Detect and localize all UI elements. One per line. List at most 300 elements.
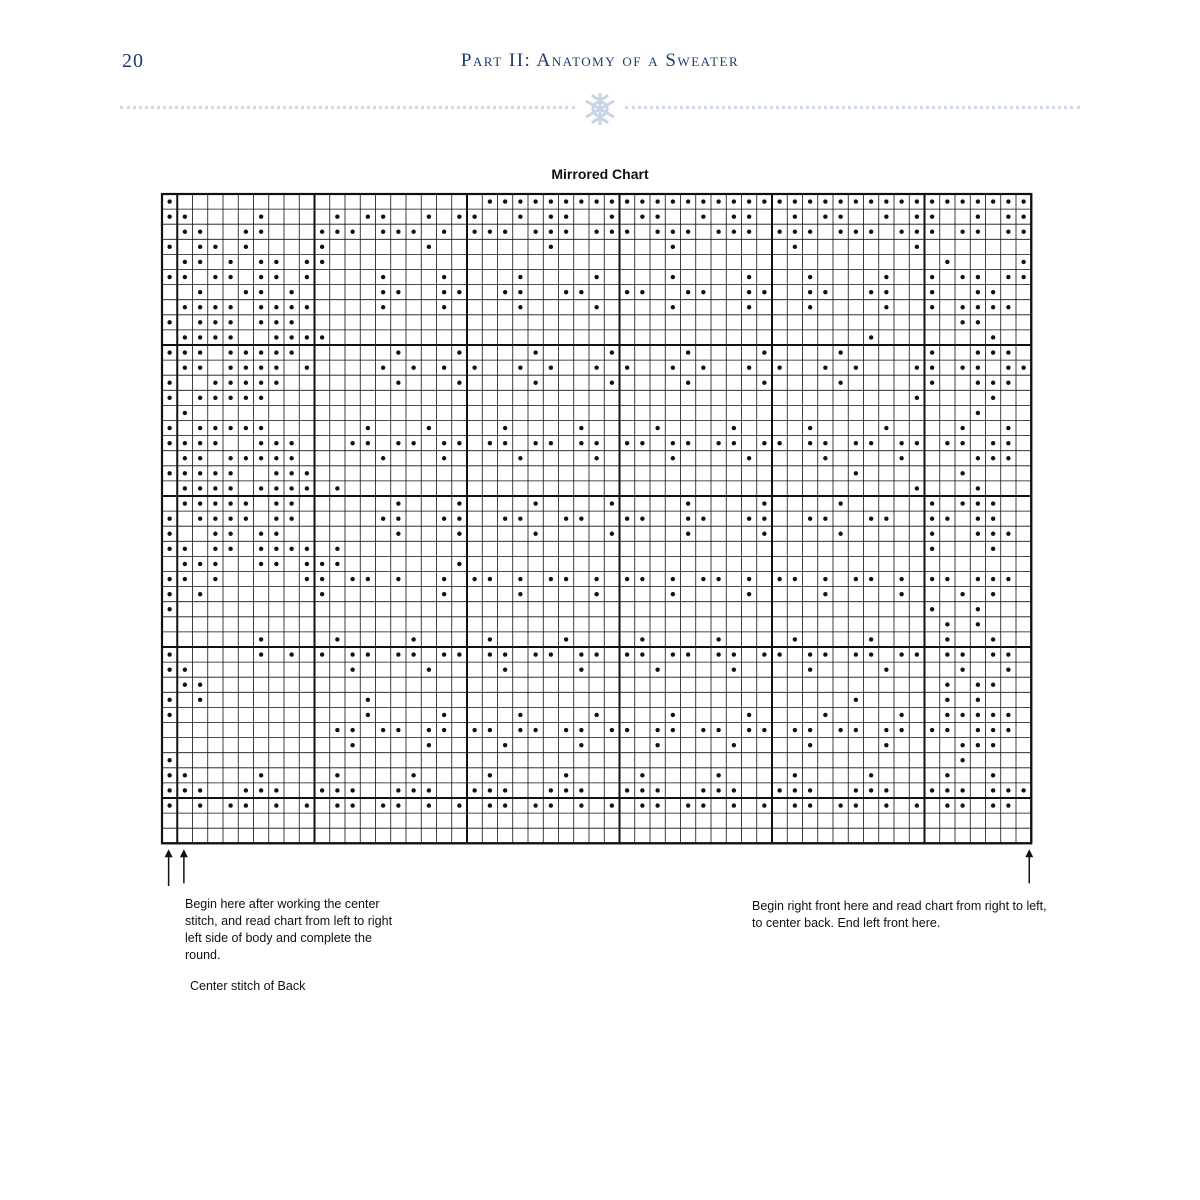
stitch-dot <box>991 456 995 460</box>
stitch-dot <box>411 652 415 656</box>
stitch-dot <box>259 365 263 369</box>
stitch-dot <box>777 199 781 203</box>
stitch-dot <box>640 214 644 218</box>
stitch-dot <box>289 456 293 460</box>
stitch-dot <box>320 788 324 792</box>
chart-title: Mirrored Chart <box>551 166 649 182</box>
stitch-dot <box>198 335 202 339</box>
stitch-dot <box>793 773 797 777</box>
stitch-dot <box>533 728 537 732</box>
stitch-dot <box>945 516 949 520</box>
stitch-dot <box>503 788 507 792</box>
stitch-dot <box>549 577 553 581</box>
stitch-dot <box>655 788 659 792</box>
stitch-dot <box>167 698 171 702</box>
stitch-dot <box>167 788 171 792</box>
stitch-dot <box>960 743 964 747</box>
stitch-dot <box>244 396 248 400</box>
stitch-dot <box>381 365 385 369</box>
stitch-dot <box>747 713 751 717</box>
stitch-dot <box>869 335 873 339</box>
stitch-dot <box>350 743 354 747</box>
stitch-dot <box>671 592 675 596</box>
stitch-dot <box>457 532 461 536</box>
stitch-dot <box>610 214 614 218</box>
stitch-dot <box>396 652 400 656</box>
stitch-dot <box>640 652 644 656</box>
stitch-dot <box>564 214 568 218</box>
stitch-dot <box>960 803 964 807</box>
stitch-dot <box>716 577 720 581</box>
stitch-dot <box>854 652 858 656</box>
stitch-dot <box>289 501 293 505</box>
stitch-dot <box>549 214 553 218</box>
stitch-dot <box>274 803 278 807</box>
stitch-dot <box>884 290 888 294</box>
stitch-dot <box>427 788 431 792</box>
stitch-dot <box>899 230 903 234</box>
stitch-dot <box>274 501 278 505</box>
stitch-dot <box>945 260 949 264</box>
stitch-dot <box>655 743 659 747</box>
stitch-dot <box>350 230 354 234</box>
stitch-dot <box>183 411 187 415</box>
stitch-dot <box>884 275 888 279</box>
stitch-dot <box>564 773 568 777</box>
stitch-dot <box>320 230 324 234</box>
stitch-dot <box>350 803 354 807</box>
stitch-dot <box>640 803 644 807</box>
stitch-dot <box>274 547 278 551</box>
stitch-dot <box>503 667 507 671</box>
stitch-dot <box>960 230 964 234</box>
stitch-dot <box>960 199 964 203</box>
stitch-dot <box>579 803 583 807</box>
stitch-dot <box>320 335 324 339</box>
stitch-dot <box>1006 305 1010 309</box>
stitch-dot <box>259 547 263 551</box>
stitch-dot <box>488 230 492 234</box>
stitch-dot <box>655 667 659 671</box>
stitch-dot <box>335 637 339 641</box>
stitch-dot <box>976 516 980 520</box>
stitch-dot <box>472 230 476 234</box>
stitch-dot <box>259 230 263 234</box>
stitch-dot <box>442 275 446 279</box>
stitch-dot <box>976 199 980 203</box>
stitch-dot <box>518 516 522 520</box>
stitch-dot <box>366 577 370 581</box>
stitch-dot <box>366 698 370 702</box>
stitch-dot <box>244 456 248 460</box>
stitch-dot <box>976 214 980 218</box>
stitch-dot <box>808 667 812 671</box>
stitch-dot <box>747 305 751 309</box>
stitch-dot <box>915 803 919 807</box>
stitch-dot <box>1006 214 1010 218</box>
stitch-dot <box>655 230 659 234</box>
stitch-dot <box>808 441 812 445</box>
stitch-dot <box>167 245 171 249</box>
stitch-dot <box>686 516 690 520</box>
stitch-dot <box>274 471 278 475</box>
stitch-dot <box>991 290 995 294</box>
stitch-dot <box>976 456 980 460</box>
stitch-dot <box>625 365 629 369</box>
stitch-dot <box>366 426 370 430</box>
stitch-dot <box>228 532 232 536</box>
stitch-dot <box>838 350 842 354</box>
stitch-dot <box>305 803 309 807</box>
stitch-dot <box>183 471 187 475</box>
stitch-dot <box>213 501 217 505</box>
stitch-dot <box>976 350 980 354</box>
stitch-dot <box>533 350 537 354</box>
stitch-dot <box>488 577 492 581</box>
stitch-dot <box>716 441 720 445</box>
stitch-dot <box>381 214 385 218</box>
stitch-dot <box>991 713 995 717</box>
stitch-dot <box>930 275 934 279</box>
stitch-dot <box>213 486 217 490</box>
stitch-dot <box>457 214 461 218</box>
stitch-dot <box>228 335 232 339</box>
stitch-dot <box>610 728 614 732</box>
stitch-dot <box>183 365 187 369</box>
stitch-dot <box>686 652 690 656</box>
stitch-dot <box>762 652 766 656</box>
stitch-dot <box>259 456 263 460</box>
stitch-dot <box>976 290 980 294</box>
stitch-dot <box>686 350 690 354</box>
stitch-dot <box>228 426 232 430</box>
stitch-dot <box>289 471 293 475</box>
stitch-dot <box>915 486 919 490</box>
stitch-dot <box>1006 713 1010 717</box>
stitch-dot <box>579 743 583 747</box>
stitch-dot <box>1006 788 1010 792</box>
stitch-dot <box>1006 350 1010 354</box>
stitch-dot <box>854 199 858 203</box>
stitch-dot <box>305 365 309 369</box>
stitch-dot <box>396 788 400 792</box>
stitch-dot <box>183 788 187 792</box>
stitch-dot <box>930 547 934 551</box>
stitch-dot <box>457 501 461 505</box>
stitch-dot <box>655 803 659 807</box>
stitch-dot <box>610 199 614 203</box>
stitch-dot <box>976 305 980 309</box>
stitch-dot <box>762 516 766 520</box>
stitch-dot <box>564 199 568 203</box>
stitch-dot <box>259 773 263 777</box>
stitch-dot <box>823 577 827 581</box>
stitch-dot <box>564 788 568 792</box>
stitch-dot <box>381 728 385 732</box>
stitch-dot <box>488 803 492 807</box>
stitch-dot <box>747 199 751 203</box>
stitch-dot <box>716 230 720 234</box>
stitch-dot <box>198 245 202 249</box>
stitch-dot <box>213 441 217 445</box>
stitch-dot <box>960 365 964 369</box>
stitch-dot <box>198 305 202 309</box>
stitch-dot <box>167 214 171 218</box>
stitch-dot <box>274 456 278 460</box>
stitch-dot <box>991 350 995 354</box>
stitch-dot <box>610 350 614 354</box>
running-head: Part II: Anatomy of a Sweater <box>460 50 740 71</box>
stitch-dot <box>198 441 202 445</box>
stitch-dot <box>228 471 232 475</box>
stitch-dot <box>671 199 675 203</box>
stitch-dot <box>808 305 812 309</box>
stitch-dot <box>579 652 583 656</box>
stitch-dot <box>244 501 248 505</box>
stitch-dot <box>610 381 614 385</box>
stitch-dot <box>381 290 385 294</box>
stitch-dot <box>167 441 171 445</box>
stitch-dot <box>503 230 507 234</box>
stitch-dot <box>564 290 568 294</box>
stitch-dot <box>167 652 171 656</box>
stitch-dot <box>335 562 339 566</box>
stitch-dot <box>259 350 263 354</box>
stitch-dot <box>869 441 873 445</box>
stitch-dot <box>289 516 293 520</box>
stitch-dot <box>213 426 217 430</box>
stitch-dot <box>320 592 324 596</box>
stitch-dot <box>274 441 278 445</box>
stitch-dot <box>1006 803 1010 807</box>
stitch-dot <box>213 516 217 520</box>
stitch-dot <box>305 577 309 581</box>
stitch-dot <box>228 396 232 400</box>
stitch-dot <box>183 275 187 279</box>
stitch-dot <box>183 335 187 339</box>
stitch-dot <box>1021 365 1025 369</box>
stitch-dot <box>732 743 736 747</box>
stitch-dot <box>899 652 903 656</box>
stitch-dot <box>442 365 446 369</box>
stitch-dot <box>899 577 903 581</box>
stitch-dot <box>838 214 842 218</box>
stitch-dot <box>732 230 736 234</box>
stitch-dot <box>1006 667 1010 671</box>
stitch-dot <box>930 365 934 369</box>
stitch-dot <box>579 441 583 445</box>
stitch-dot <box>686 532 690 536</box>
stitch-dot <box>915 214 919 218</box>
stitch-dot <box>427 803 431 807</box>
stitch-dot <box>442 456 446 460</box>
stitch-dot <box>976 607 980 611</box>
stitch-dot <box>808 743 812 747</box>
stitch-dot <box>625 728 629 732</box>
stitch-dot <box>793 199 797 203</box>
stitch-dot <box>183 547 187 551</box>
stitch-dot <box>305 547 309 551</box>
stitch-dot <box>442 728 446 732</box>
stitch-dot <box>884 743 888 747</box>
stitch-dot <box>350 728 354 732</box>
stitch-dot <box>716 652 720 656</box>
stitch-dot <box>183 260 187 264</box>
stitch-dot <box>503 426 507 430</box>
stitch-dot <box>183 305 187 309</box>
stitch-dot <box>762 441 766 445</box>
stitch-dot <box>899 592 903 596</box>
stitch-dot <box>777 365 781 369</box>
header-rule-right <box>625 106 1080 109</box>
stitch-dot <box>228 350 232 354</box>
stitch-dot <box>213 335 217 339</box>
stitch-dot <box>594 592 598 596</box>
stitch-dot <box>488 199 492 203</box>
stitch-dot <box>915 396 919 400</box>
stitch-dot <box>183 456 187 460</box>
stitch-dot <box>274 320 278 324</box>
stitch-dot <box>274 516 278 520</box>
stitch-dot <box>503 652 507 656</box>
stitch-dot <box>686 441 690 445</box>
stitch-dot <box>533 230 537 234</box>
stitch-dot <box>472 728 476 732</box>
stitch-dot <box>274 381 278 385</box>
stitch-dot <box>579 290 583 294</box>
stitch-dot <box>335 214 339 218</box>
stitch-dot <box>823 199 827 203</box>
stitch-dot <box>533 652 537 656</box>
stitch-dot <box>854 471 858 475</box>
stitch-dot <box>671 275 675 279</box>
stitch-dot <box>579 667 583 671</box>
stitch-dot <box>305 275 309 279</box>
stitch-dot <box>381 230 385 234</box>
stitch-dot <box>228 320 232 324</box>
stitch-dot <box>488 728 492 732</box>
stitch-dot <box>228 456 232 460</box>
stitch-dot <box>274 275 278 279</box>
stitch-dot <box>1006 652 1010 656</box>
stitch-dot <box>228 501 232 505</box>
stitch-dot <box>930 516 934 520</box>
stitch-dot <box>594 275 598 279</box>
stitch-dot <box>854 365 858 369</box>
stitch-dot <box>549 803 553 807</box>
stitch-dot <box>183 486 187 490</box>
stitch-dot <box>762 199 766 203</box>
stitch-dot <box>442 713 446 717</box>
stitch-dot <box>488 652 492 656</box>
stitch-dot <box>259 562 263 566</box>
stitch-dot <box>183 667 187 671</box>
stitch-dot <box>823 290 827 294</box>
stitch-dot <box>274 486 278 490</box>
stitch-dot <box>930 607 934 611</box>
stitch-dot <box>808 516 812 520</box>
stitch-dot <box>762 381 766 385</box>
stitch-dot <box>244 516 248 520</box>
stitch-dot <box>457 803 461 807</box>
stitch-dot <box>976 275 980 279</box>
stitch-dot <box>960 471 964 475</box>
stitch-dot <box>976 230 980 234</box>
stitch-dot <box>167 471 171 475</box>
stitch-dot <box>579 426 583 430</box>
stitch-dot <box>518 365 522 369</box>
stitch-dot <box>960 788 964 792</box>
stitch-dot <box>289 652 293 656</box>
stitch-dot <box>305 486 309 490</box>
stitch-dot <box>198 788 202 792</box>
stitch-dot <box>991 501 995 505</box>
stitch-dot <box>823 592 827 596</box>
stitch-dot <box>564 230 568 234</box>
stitch-dot <box>457 516 461 520</box>
stitch-dot <box>183 683 187 687</box>
stitch-dot <box>533 501 537 505</box>
stitch-dot <box>762 803 766 807</box>
stitch-dot <box>411 637 415 641</box>
stitch-dot <box>167 426 171 430</box>
stitch-dot <box>503 199 507 203</box>
stitch-dot <box>259 290 263 294</box>
stitch-dot <box>396 532 400 536</box>
stitch-dot <box>945 199 949 203</box>
stitch-dot <box>777 230 781 234</box>
stitch-dot <box>747 728 751 732</box>
stitch-dot <box>808 652 812 656</box>
stitch-dot <box>518 713 522 717</box>
stitch-dot <box>488 637 492 641</box>
stitch-dot <box>1021 230 1025 234</box>
stitch-dot <box>930 290 934 294</box>
stitch-dot <box>518 290 522 294</box>
stitch-dot <box>366 214 370 218</box>
stitch-dot <box>167 592 171 596</box>
stitch-dot <box>1021 275 1025 279</box>
stitch-dot <box>335 547 339 551</box>
stitch-dot <box>213 471 217 475</box>
stitch-dot <box>1006 728 1010 732</box>
stitch-dot <box>640 577 644 581</box>
stitch-dot <box>930 214 934 218</box>
stitch-dot <box>915 245 919 249</box>
stitch-dot <box>655 199 659 203</box>
stitch-dot <box>198 230 202 234</box>
stitch-dot <box>274 260 278 264</box>
stitch-dot <box>274 788 278 792</box>
stitch-dot <box>838 728 842 732</box>
stitch-dot <box>976 320 980 324</box>
stitch-dot <box>198 516 202 520</box>
stitch-dot <box>655 214 659 218</box>
stitch-dot <box>960 652 964 656</box>
stitch-dot <box>960 592 964 596</box>
stitch-dot <box>396 230 400 234</box>
stitch-dot <box>579 788 583 792</box>
stitch-dot <box>671 365 675 369</box>
stitch-dot <box>945 577 949 581</box>
stitch-dot <box>442 652 446 656</box>
stitch-dot <box>228 305 232 309</box>
stitch-dot <box>533 532 537 536</box>
stitch-dot <box>945 728 949 732</box>
stitch-dot <box>854 698 858 702</box>
stitch-dot <box>808 275 812 279</box>
stitch-dot <box>701 728 705 732</box>
